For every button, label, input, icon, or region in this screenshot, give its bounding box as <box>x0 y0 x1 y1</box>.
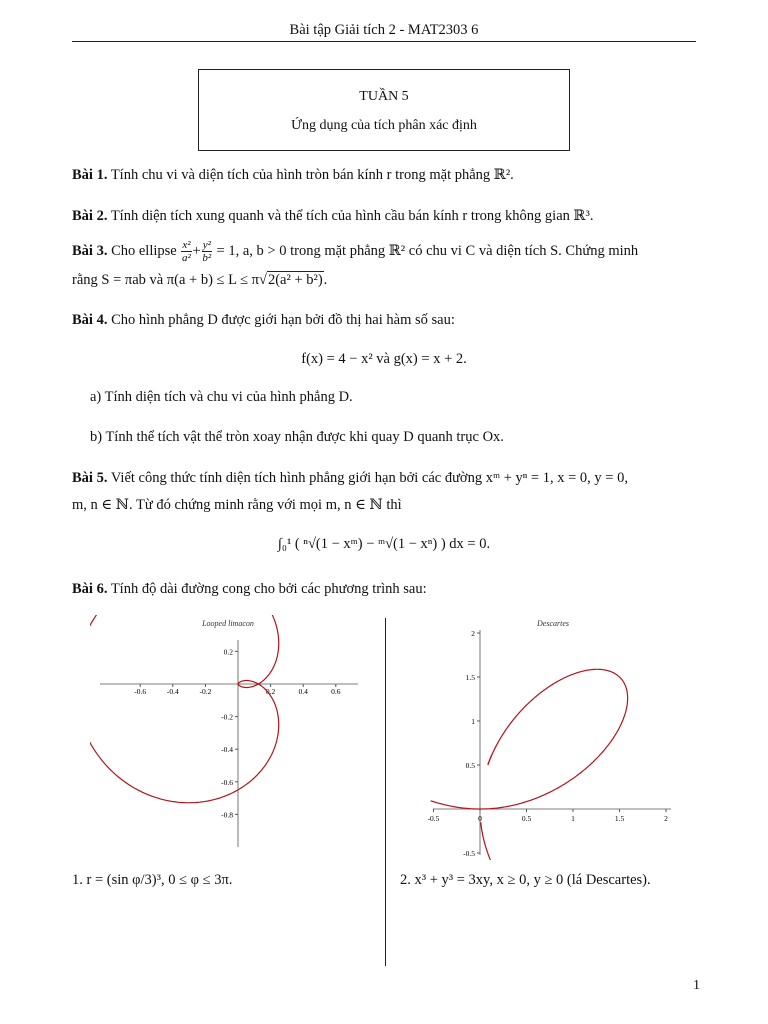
problem-2-label: Bài 2. <box>72 208 108 224</box>
problem-5 <box>72 466 696 491</box>
descartes-x-tick-label: 0 <box>478 814 482 823</box>
problem-4 <box>72 308 696 333</box>
descartes-x-tick-label: 1.5 <box>614 814 625 823</box>
limacon-y-tick-label: -0.4 <box>221 745 233 755</box>
plot-divider <box>385 618 386 966</box>
limacon-y-tick-label: -0.8 <box>221 810 233 820</box>
problem-2-text: Tính diện tích xung quanh và thể tích của hình cầu bán kính r trong không gian ℝ³. <box>110 208 594 224</box>
problem-1 <box>72 163 696 188</box>
ellipse-frac-x: $\frac{\text{x²}}{\text{a²}}$ <box>182 239 191 265</box>
ellipse-frac-y: $\frac{\text{y²}}{\text{b²}}$ <box>202 239 212 265</box>
descartes-y-tick-label: 1.5 <box>465 673 475 682</box>
descartes-curve <box>431 669 628 860</box>
problem-5-text-a: Viết công thức tính diện tích hình phẳng giới hạn bởi các đường xᵐ + yⁿ = 1, x = 0, y = 0, <box>110 470 628 486</box>
descartes-x-tick-label: 0.5 <box>521 814 532 823</box>
descartes-x-tick-label: -0.5 <box>428 814 440 823</box>
problem-3-text-a: Cho ellipse <box>111 243 177 259</box>
descartes-x-ticks <box>428 809 668 823</box>
problem-3-text-c: rằng S = πab và π(a + b) ≤ L ≤ π <box>72 272 259 288</box>
limacon-plot <box>90 615 365 855</box>
problem-3-label: Bài 3. <box>72 243 108 259</box>
limacon-x-tick-label: 0.4 <box>298 687 308 696</box>
descartes-y-tick-label: -0.5 <box>463 849 475 858</box>
problem-4-text: Cho hình phẳng D được giới hạn bởi đồ thị hai hàm số sau: <box>111 312 455 328</box>
problem-3: Bài 3. Cho ellipse $\frac{\text{x²}}{\text{a²}}$ + $\frac{\text{y²}}{\text{b²}}$ = 1, a, b > 0 trong mặt phẳng ℝ² có chu vi C và diện tích S. Chứng minh <box>72 239 639 265</box>
problem-1-label: Bài 1. <box>72 167 108 183</box>
title-box <box>198 69 570 151</box>
limacon-y-tick-label: -0.6 <box>221 777 233 787</box>
descartes-plot-title: Descartes <box>537 619 569 628</box>
week-title: TUẦN 5 <box>359 89 409 104</box>
problem-4-part-a: a) Tính diện tích và chu vi của hình phẳng D. <box>90 389 353 405</box>
problem-3-text-d: 2(a² + b²) <box>267 272 323 288</box>
problem-5-line-2: m, n ∈ ℕ. Từ đó chứng minh rằng với mọi m, n ∈ ℕ thì <box>72 497 402 513</box>
limacon-curve <box>90 615 279 803</box>
problem-4-formula: f(x) = 4 − x² và g(x) = x + 2. <box>301 351 467 367</box>
week-subtitle: Ứng dụng của tích phân xác định <box>291 118 477 133</box>
problem-3-line-2 <box>72 268 696 293</box>
problem-4-label: Bài 4. <box>72 312 108 328</box>
limacon-x-ticks <box>134 684 340 696</box>
problem-6 <box>72 577 696 602</box>
problem-2 <box>72 204 696 229</box>
descartes-y-tick-label: 0.5 <box>465 761 475 770</box>
page-number: 1 <box>693 978 700 993</box>
problem-4-part-b: b) Tính thể tích vật thể tròn xoay nhận được khi quay D quanh trục Ox. <box>90 429 504 445</box>
descartes-y-ticks <box>463 629 480 858</box>
descartes-plot <box>428 615 678 860</box>
problem-6-text: Tính độ dài đường cong cho bởi các phương trình sau: <box>110 581 427 597</box>
caption-1: 1. r = (sin φ/3)³, 0 ≤ φ ≤ 3π. <box>72 872 233 888</box>
header-rule <box>72 41 696 42</box>
page-header: Bài tập Giải tích 2 - MAT2303 6 <box>289 22 479 38</box>
limacon-x-tick-label: 0.6 <box>331 687 341 696</box>
problem-5-formula: ∫₀¹ ( ⁿ√(1 − xᵐ) − ᵐ√(1 − xⁿ) ) dx = 0. <box>277 536 491 552</box>
problem-3-text-e: . <box>323 272 328 288</box>
limacon-x-tick-label: -0.6 <box>134 687 147 696</box>
problem-3-text-b: = 1, a, b > 0 trong mặt phẳng ℝ² có chu vi C và diện tích S. Chứng minh <box>216 243 639 259</box>
limacon-y-tick-label: -0.2 <box>221 712 233 722</box>
problem-1-text: Tính chu vi và diện tích của hình tròn bán kính r trong mặt phẳng ℝ². <box>110 167 514 183</box>
limacon-x-tick-label: 0.2 <box>265 687 276 696</box>
descartes-x-tick-label: 1 <box>571 814 575 823</box>
caption-2: 2. x³ + y³ = 3xy, x ≥ 0, y ≥ 0 (lá Descartes). <box>400 872 651 888</box>
descartes-y-tick-label: 2 <box>471 629 475 638</box>
sqrt-sign: √ <box>258 272 267 288</box>
limacon-x-tick-label: -0.4 <box>166 687 179 696</box>
problem-5-label: Bài 5. <box>72 470 108 486</box>
limacon-plot-title: Looped limacon <box>202 619 254 628</box>
limacon-x-tick-label: -0.2 <box>199 687 212 696</box>
descartes-x-tick-label: 2 <box>664 814 668 823</box>
descartes-y-tick-label: 1 <box>471 717 475 726</box>
problem-6-label: Bài 6. <box>72 581 108 597</box>
limacon-y-tick-label: 0.2 <box>223 647 233 657</box>
